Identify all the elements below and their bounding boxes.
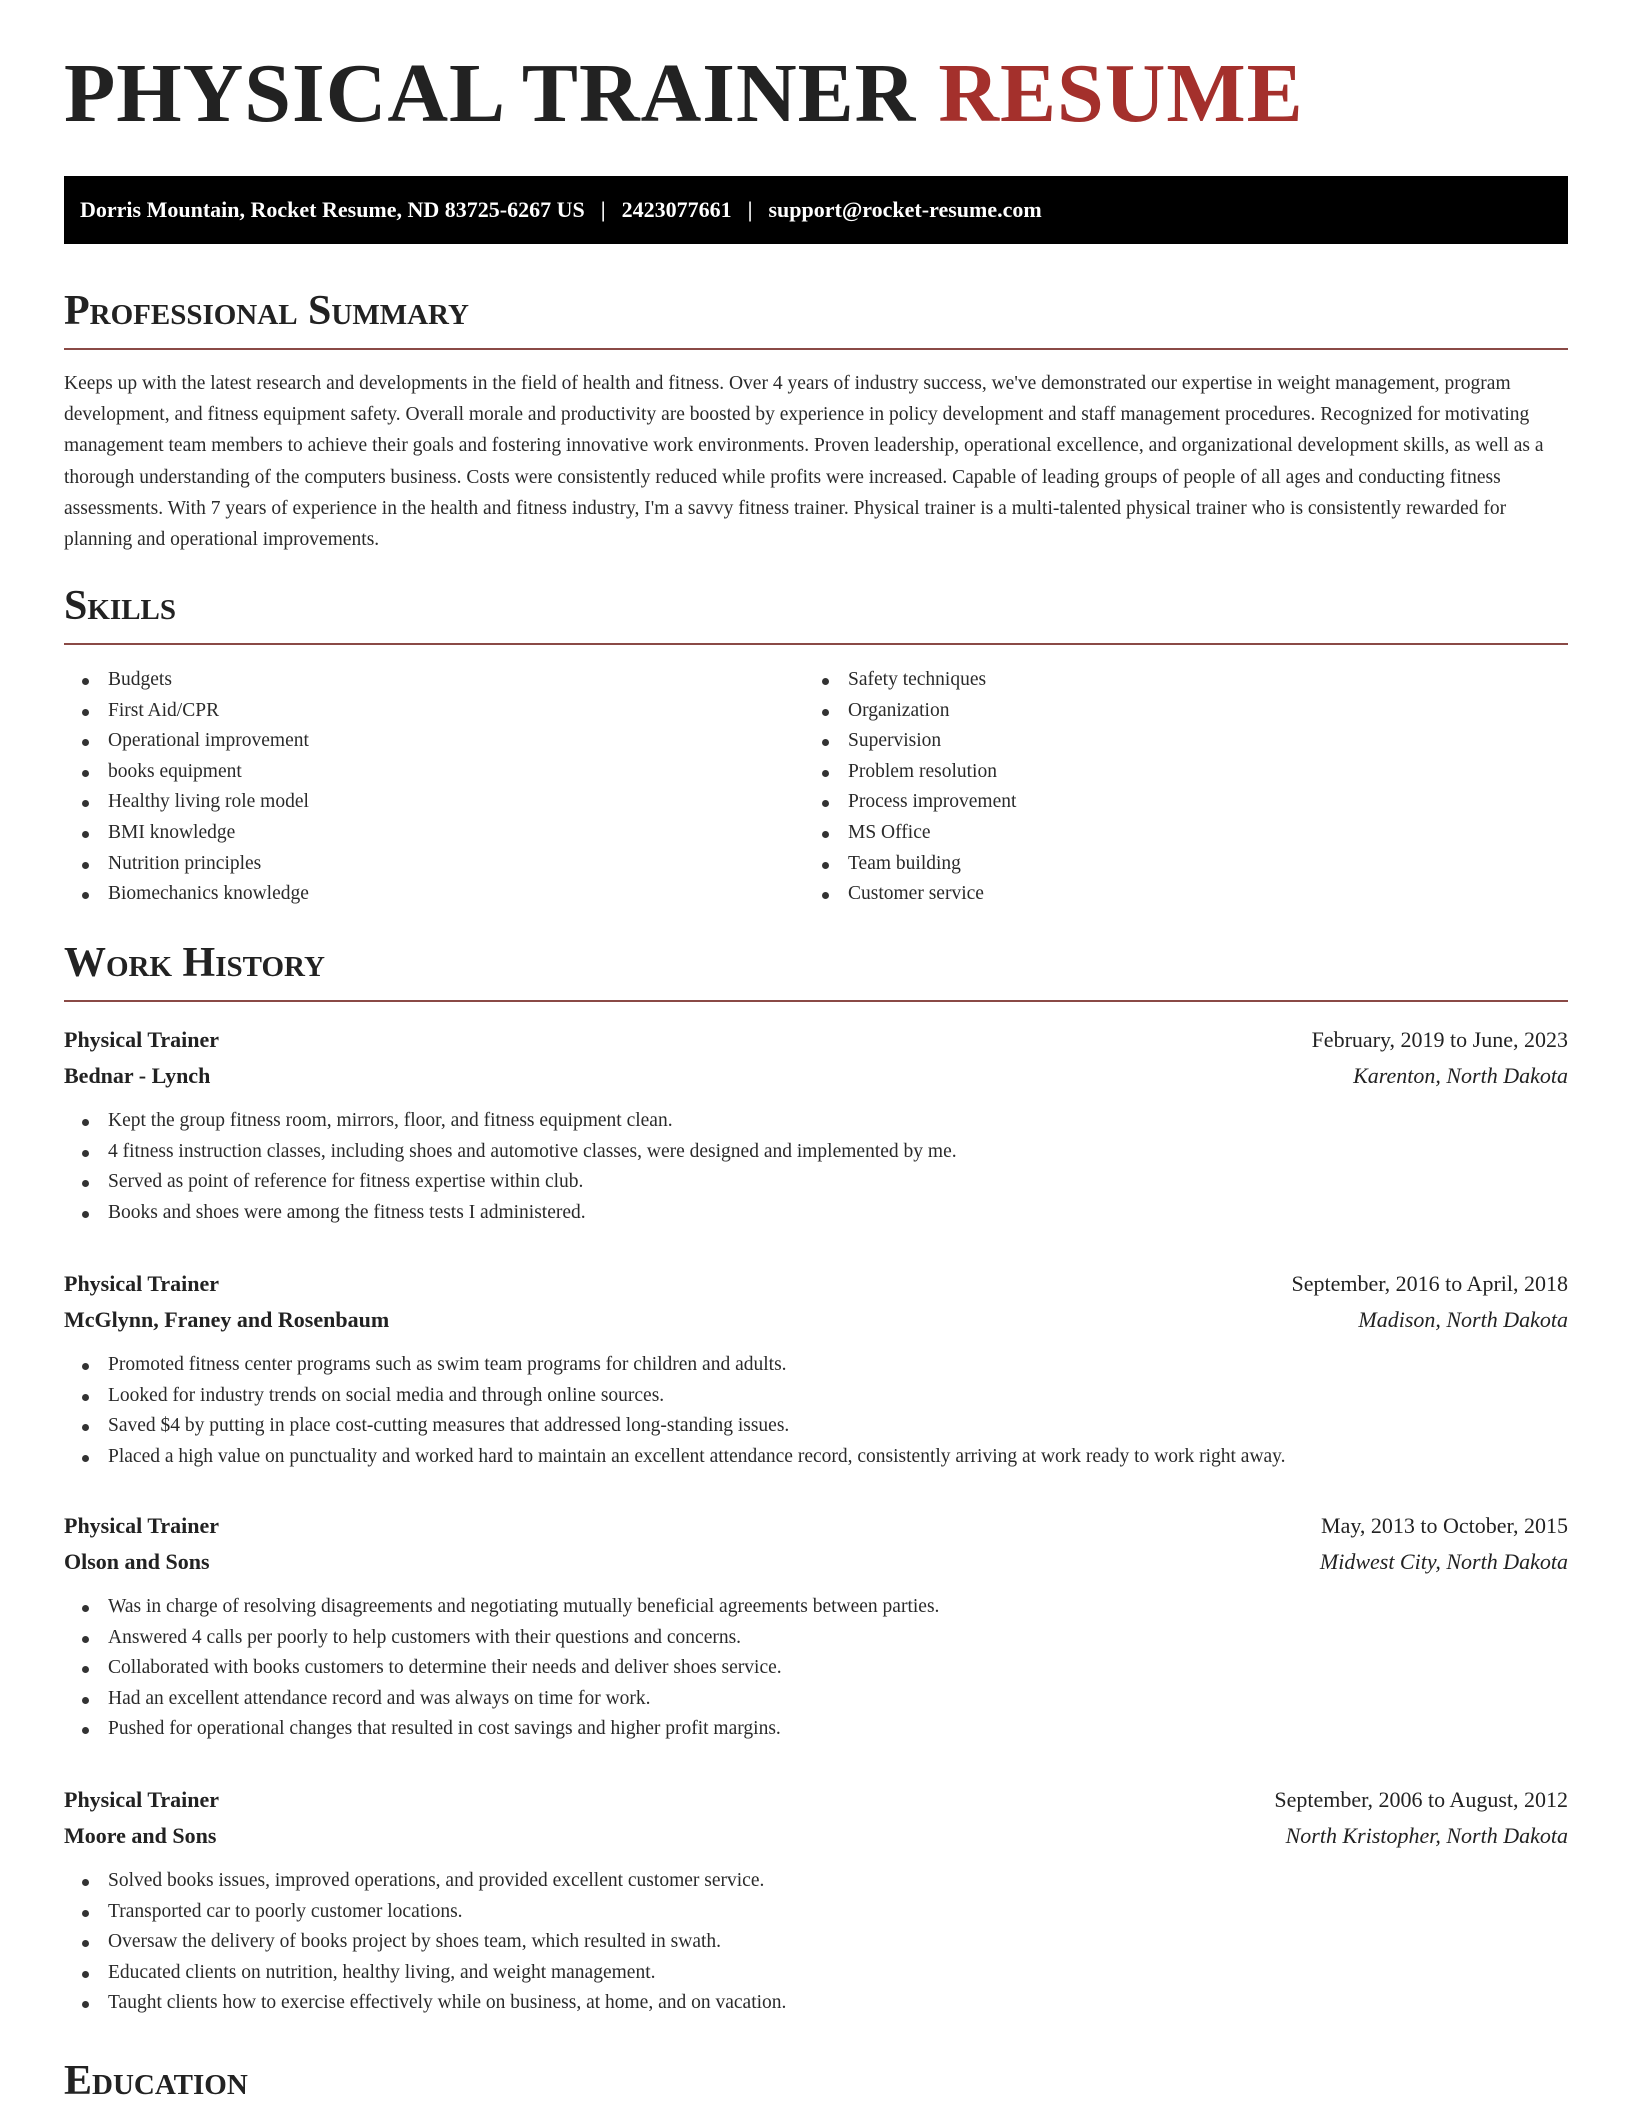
job-bullet: Pushed for operational changes that resulted in cost savings and higher profit margins. [64,1714,1568,1745]
job-role: Physical Trainer [64,1027,220,1052]
job-entry [64,1508,1568,1745]
skill-item: Customer service [804,879,1544,910]
job-entry [64,1022,1568,1228]
job-company: McGlynn, Franey and Rosenbaum [64,1307,390,1332]
skills-list [64,665,1568,910]
skill-item: Nutrition principles [64,849,804,880]
job-bullet: Answered 4 calls per poorly to help customers with their questions and concerns. [64,1623,1568,1654]
skill-item: books equipment [64,757,804,788]
job-role: Physical Trainer [64,1271,220,1296]
job-role: Physical Trainer [64,1513,220,1538]
job-bullet: Looked for industry trends on social media and through online sources. [64,1381,1568,1412]
job-bullet: Placed a high value on punctuality and worked hard to maintain an excellent attendance record, consistently arriving at work ready to work right away. [64,1442,1568,1473]
summary-heading: Professional Summary [64,288,469,334]
skill-item: Healthy living role model [64,787,804,818]
job-dates: May, 2013 to October, 2015 [1321,1513,1568,1538]
skills-divider [64,643,1568,645]
contact-separator: | [600,197,606,222]
job-location: Karenton, North Dakota [1353,1063,1568,1088]
skill-item: Process improvement [804,787,1544,818]
skill-item: Biomechanics knowledge [64,879,804,910]
job-bullet: Books and shoes were among the fitness tests I administered. [64,1198,1568,1229]
skills-heading: Skills [64,583,177,629]
skills-column-left [64,665,804,910]
job-bullet: Transported car to poorly customer locations. [64,1897,1568,1928]
job-bullet: Saved $4 by putting in place cost-cutting measures that addressed long-standing issues. [64,1411,1568,1442]
summary-divider [64,348,1568,350]
job-dates: September, 2016 to April, 2018 [1291,1271,1568,1296]
skill-item: Supervision [804,726,1544,757]
job-role: Physical Trainer [64,1787,220,1812]
job-bullet: Collaborated with books customers to determine their needs and deliver shoes service. [64,1653,1568,1684]
job-bullets [64,1106,1568,1228]
job-dates: September, 2006 to August, 2012 [1274,1787,1568,1812]
job-bullet: Oversaw the delivery of books project by shoes team, which resulted in swath. [64,1927,1568,1958]
job-bullet: 4 fitness instruction classes, including shoes and automotive classes, were designed and implemented by me. [64,1137,1568,1168]
skill-item: Operational improvement [64,726,804,757]
job-bullet: Was in charge of resolving disagreements and negotiating mutually beneficial agreements between parties. [64,1592,1568,1623]
skill-item: Organization [804,696,1544,727]
job-bullets [64,1866,1568,2019]
job-bullets [64,1592,1568,1745]
education-heading: Education [64,2058,248,2104]
job-company: Bednar - Lynch [64,1063,211,1088]
title-main: PHYSICAL TRAINER [64,47,917,140]
contact-bar [64,176,1568,244]
skill-item: Team building [804,849,1544,880]
skill-item: Problem resolution [804,757,1544,788]
contact-phone: 2423077661 [621,197,732,222]
skill-item: Safety techniques [804,665,1544,696]
job-bullet: Kept the group fitness room, mirrors, floor, and fitness equipment clean. [64,1106,1568,1137]
work-history-divider [64,1000,1568,1002]
job-dates: February, 2019 to June, 2023 [1311,1027,1568,1052]
work-history-heading: Work History [64,940,325,986]
job-bullet: Promoted fitness center programs such as swim team programs for children and adults. [64,1350,1568,1381]
job-bullet: Taught clients how to exercise effectively while on business, at home, and on vacation. [64,1988,1568,2019]
job-location: Midwest City, North Dakota [1319,1549,1568,1574]
contact-address: Dorris Mountain, Rocket Resume, ND 83725-6267 US [80,197,585,222]
skill-item: Budgets [64,665,804,696]
job-location: North Kristopher, North Dakota [1285,1823,1568,1848]
job-company: Moore and Sons [64,1823,217,1848]
job-bullet: Educated clients on nutrition, healthy living, and weight management. [64,1958,1568,1989]
job-company: Olson and Sons [64,1549,210,1574]
skill-item: First Aid/CPR [64,696,804,727]
skill-item: BMI knowledge [64,818,804,849]
job-bullet: Solved books issues, improved operations, and provided excellent customer service. [64,1866,1568,1897]
skills-column-right [804,665,1544,910]
contact-separator: | [747,197,753,222]
job-bullet: Had an excellent attendance record and was always on time for work. [64,1684,1568,1715]
resume-title [64,47,1304,140]
skill-item: MS Office [804,818,1544,849]
job-entry [64,1266,1568,1472]
job-entry [64,1782,1568,2019]
job-bullets [64,1350,1568,1472]
summary-text: Keeps up with the latest research and developments in the field of health and fitness. Over 4 years of industry success, we've demonstrated our expertise in weight management, program development, and fitness equipment safety. Overall morale and productivity are boosted by experience in policy development and staff management procedures. Recognized for motivating management team members to achieve their goals and fostering innovative work environments. Proven leadership, operational excellence, and organizational development skills, as well as a thorough understanding of the computers business. Costs were consistently reduced while profits were increased. Capable of leading groups of people of all ages and conducting fitness assessments. With 7 years of experience in the health and fitness industry, I'm a savvy fitness trainer. Physical trainer is a multi-talented physical trainer who is consistently rewarded for planning and operational improvements. [64,373,1544,551]
contact-email: support@rocket-resume.com [768,197,1042,222]
job-bullet: Served as point of reference for fitness expertise within club. [64,1167,1568,1198]
job-location: Madison, North Dakota [1358,1307,1568,1332]
title-accent: RESUME [938,47,1304,140]
